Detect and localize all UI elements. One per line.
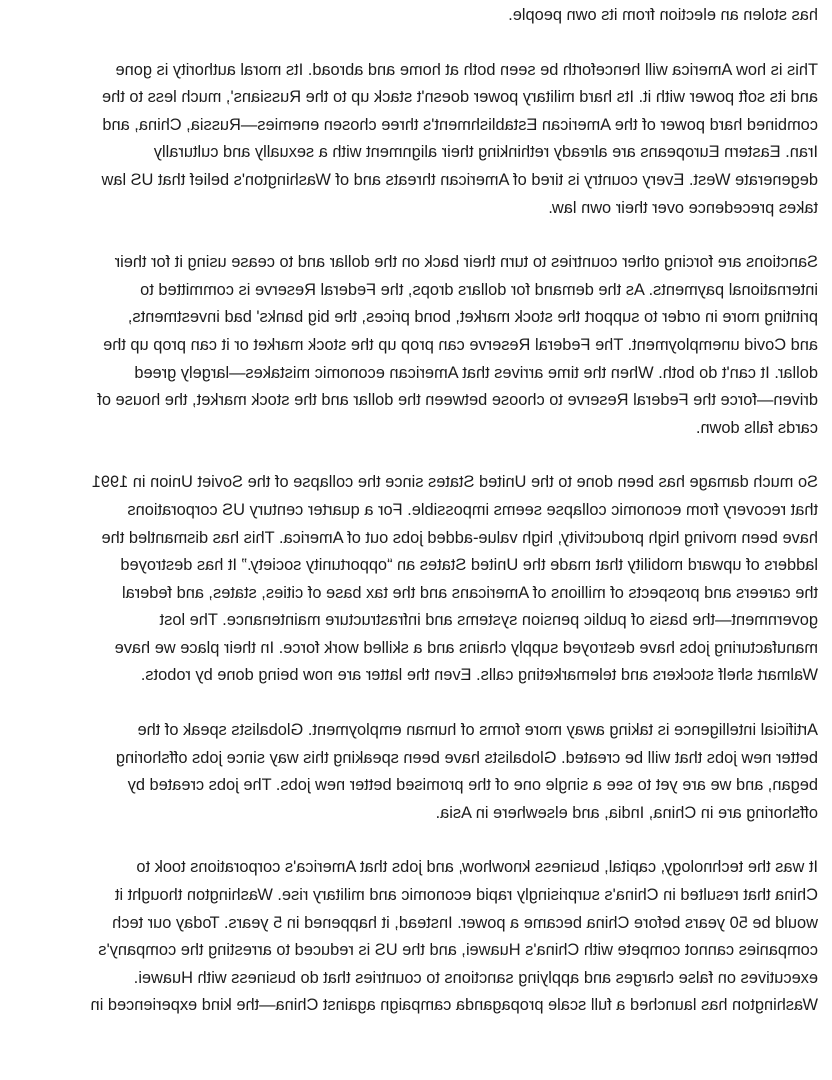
text-line: Iran. Eastern Europeans are already rethinking their alignment with a sexually and culturally <box>153 143 818 162</box>
paragraph <box>14 469 818 690</box>
text-line: executives on false charges and applying sanctions to countries that do business with Huawei. <box>133 968 818 987</box>
text-line: international payments. As the demand for dollars drops, the Federal Reserve is committed to <box>140 280 818 299</box>
text-line: ladders of upward mobility that made the United States an “opportunity society.” It has destroyed <box>120 556 818 575</box>
text-line: companies cannot compete with China's Huawei, and the US is reduced to arresting the company's <box>98 941 818 960</box>
paragraph <box>14 2 818 30</box>
text-line: that recovery from economic collapse seems impossible. For a quarter century US corporations <box>127 500 818 519</box>
paragraph <box>14 57 818 223</box>
text-line: offshoring are in China, India, and elsewhere in Asia. <box>435 803 818 822</box>
article-body <box>14 2 818 1047</box>
text-line: the careers and prospects of millions of Americans and the tax base of cities, states, and federal <box>121 583 818 602</box>
paragraph <box>14 854 818 1020</box>
text-line: would be 50 years before China became a power. Instead, it happened in 5 years. Today our tech <box>112 913 818 932</box>
text-line: began, and we are yet to see a single one of the promised better new jobs. The jobs created by <box>127 776 818 795</box>
text-line: Washington has launched a full scale propaganda campaign against China—the kind experienced in <box>90 996 818 1015</box>
text-line: manufacturing jobs have destroyed supply chains and a skilled work force. In their place we have <box>114 638 818 657</box>
text-line: and its soft power with it. Its hard military power doesn't stack up to the Russians', much less to the <box>102 88 818 107</box>
text-line: better new jobs that will be created. Globalists have been speaking this way since jobs offshoring <box>115 748 818 767</box>
text-line: Artificial intelligence is taking away more forms of human employment. Globalists speak of the <box>137 721 818 740</box>
paragraph <box>14 249 818 442</box>
text-line: It was the technology, capital, business knowhow, and jobs that America's corporations took to <box>136 858 818 877</box>
text-line: Walmart shelf stockers and telemarketing calls. Even the latter are now being done by robots. <box>140 666 818 685</box>
text-line: cards falls down. <box>695 418 818 437</box>
text-line: printing more in order to support the stock market, bond prices, the big banks' bad investments, <box>127 308 818 327</box>
text-line: degenerate West. Every country is tired of American threats and of Washington's belief that US law <box>101 170 818 189</box>
text-line: takes precedence over their own law. <box>548 198 818 217</box>
text-line: have been moving high productivity, high value-added jobs out of America. This has dismantled the <box>101 528 818 547</box>
text-line: So much damage has been done to the United States since the collapse of the Soviet Union in 1991 <box>91 473 818 492</box>
text-line: government—the basis of public pension systems and infrastructure maintenance. The lost <box>159 611 818 630</box>
text-line: has stolen an election from its own people. <box>508 6 818 24</box>
text-line: dollar. It can't do both. When the time arrives that American economic mistakes—largely greed <box>134 363 818 382</box>
text-line: driven—force the Federal Reserve to choose between the dollar and the stock market, the house of <box>97 391 818 410</box>
text-line: This is how America will henceforth be seen both at home and abroad. Its moral authority is gone <box>115 60 818 79</box>
text-line: China that resulted in China's surprisingly rapid economic and military rise. Washington thought it <box>114 886 818 905</box>
text-line: and Covid unemployment. The Federal Reserve can prop up the stock market or it can prop up the <box>103 335 818 354</box>
paragraph <box>14 717 818 827</box>
text-line: Sanctions are forcing other countries to turn their back on the dollar and to cease using it for their <box>114 253 818 272</box>
text-line: combined hard power of the American Establishment's three chosen enemies—Russia, China, and <box>102 115 818 134</box>
